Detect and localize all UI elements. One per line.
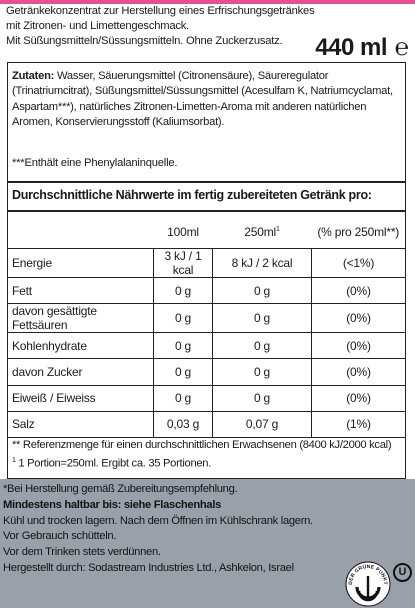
- row-value-percent: (0%): [312, 385, 406, 411]
- table-row: [8, 249, 405, 278]
- row-value-100ml: 0 g: [154, 304, 213, 333]
- description-line-1: Getränkekonzentrat zur Herstellung eines Erfrischungsgetränkes: [6, 5, 315, 17]
- row-label: davon gesättigte Fettsäuren: [8, 304, 154, 333]
- row-value-percent: (0%): [312, 278, 406, 304]
- green-dot-logo-icon: [345, 561, 391, 607]
- label-panel: [7, 62, 406, 479]
- table-row: [8, 304, 405, 333]
- description-line-2: mit Zitronen- und Limettengeschmack.: [6, 20, 190, 32]
- estimated-sign-icon: ℮: [394, 34, 409, 61]
- row-value-percent: (<1%): [312, 249, 406, 278]
- row-value-100ml: 3 kJ / 1 kcal: [154, 249, 213, 278]
- portion-footnote: $^1$ 1 Portion=250ml. Ergibt ca. 35 Portionen.: [12, 457, 212, 470]
- row-label: Kohlenhydrate: [8, 333, 154, 359]
- row-value-percent: (1%): [312, 411, 406, 437]
- row-value-250ml: 8 kJ / 2 kcal: [213, 249, 312, 278]
- table-row: [8, 385, 405, 411]
- green-dot-logo-text: DER GRÜNE PUNKT: [347, 563, 389, 586]
- row-value-250ml: 0 g: [213, 359, 312, 385]
- row-value-100ml: 0 g: [154, 278, 213, 304]
- row-label: davon Zucker: [8, 359, 154, 385]
- nutrition-title: Durchschnittliche Nährwerte im fertig zubereiteten Getränk pro:: [12, 188, 372, 202]
- row-value-100ml: 0 g: [154, 333, 213, 359]
- ingredients-list: Wasser, Säuerungsmittel (Citronensäure), Säureregulator (Trinatriumcitrat), Süßungsmittel/Süssungsmittel (Acesulfam K, Natriumcyclamat, Aspartam***), natürliches Zitronen-Limetten-Aroma mit anderen natürlichen Aromen, Konservierungsstoff (Kaliumsorbat).: [12, 70, 393, 129]
- description-line-3: Mit Süßungsmitteln/Süssungsmitteln. Ohne Zuckerzusatz.: [6, 35, 283, 47]
- row-value-percent: (0%): [312, 359, 406, 385]
- row-label: Energie: [8, 249, 154, 278]
- divider: [8, 181, 405, 183]
- table-row: [8, 333, 405, 359]
- row-value-percent: (0%): [312, 304, 406, 333]
- row-value-250ml: 0,07 g: [213, 411, 312, 437]
- header-cell-250ml: $250ml^1$: [213, 215, 312, 249]
- nutrition-table: [8, 215, 405, 438]
- row-value-250ml: 0 g: [213, 385, 312, 411]
- best-before: Mindestens haltbar bis: siehe Flaschenhals: [3, 498, 222, 511]
- product-header: [6, 4, 411, 62]
- table-row: [8, 359, 405, 385]
- ingredients-label: Zutaten:: [12, 70, 55, 82]
- table-row: [8, 411, 405, 437]
- row-label: Eiweiß / Eiweiss: [8, 385, 154, 411]
- table-header-row: [8, 215, 405, 249]
- row-value-250ml: 0 g: [213, 304, 312, 333]
- preparation-note: *Bei Herstellung gemäß Zubereitungsempfehlung.: [3, 483, 238, 495]
- shake-instruction: Vor Gebrauch schütteln.: [3, 530, 117, 543]
- storage-instruction: Kühl und trocken lagern. Nach dem Öffnen im Kühlschrank lagern.: [3, 514, 313, 527]
- reference-footnote: ** Referenzmenge für einen durchschnittlichen Erwachsenen (8400 kJ/2000 kcal): [12, 439, 392, 451]
- row-value-100ml: 0 g: [154, 359, 213, 385]
- nutrition-footnotes: [12, 438, 404, 472]
- kosher-u-icon: U: [393, 563, 412, 582]
- row-value-percent: (0%): [312, 333, 406, 359]
- header-cell-100ml: 100ml: [154, 215, 213, 249]
- ingredients-text: [12, 69, 404, 131]
- divider: [8, 210, 405, 212]
- row-value-250ml: 0 g: [213, 333, 312, 359]
- header-cell: [8, 215, 154, 249]
- phenylalanine-note: ***Enthält eine Phenylalaninquelle.: [12, 157, 178, 169]
- dilute-instruction: Vor dem Trinken stets verdünnen.: [3, 546, 161, 559]
- row-label: Fett: [8, 278, 154, 304]
- row-value-250ml: 0 g: [213, 278, 312, 304]
- manufacturer: Hergestellt durch: Sodastream Industries Ltd., Ashkelon, Israel: [3, 561, 294, 574]
- header-cell-percent: (% pro 250ml**): [312, 215, 406, 249]
- row-value-100ml: 0,03 g: [154, 411, 213, 437]
- volume-label: 440 ml: [315, 34, 387, 61]
- row-value-100ml: 0 g: [154, 385, 213, 411]
- table-row: [8, 278, 405, 304]
- row-label: Salz: [8, 411, 154, 437]
- storage-info-text: [3, 482, 353, 577]
